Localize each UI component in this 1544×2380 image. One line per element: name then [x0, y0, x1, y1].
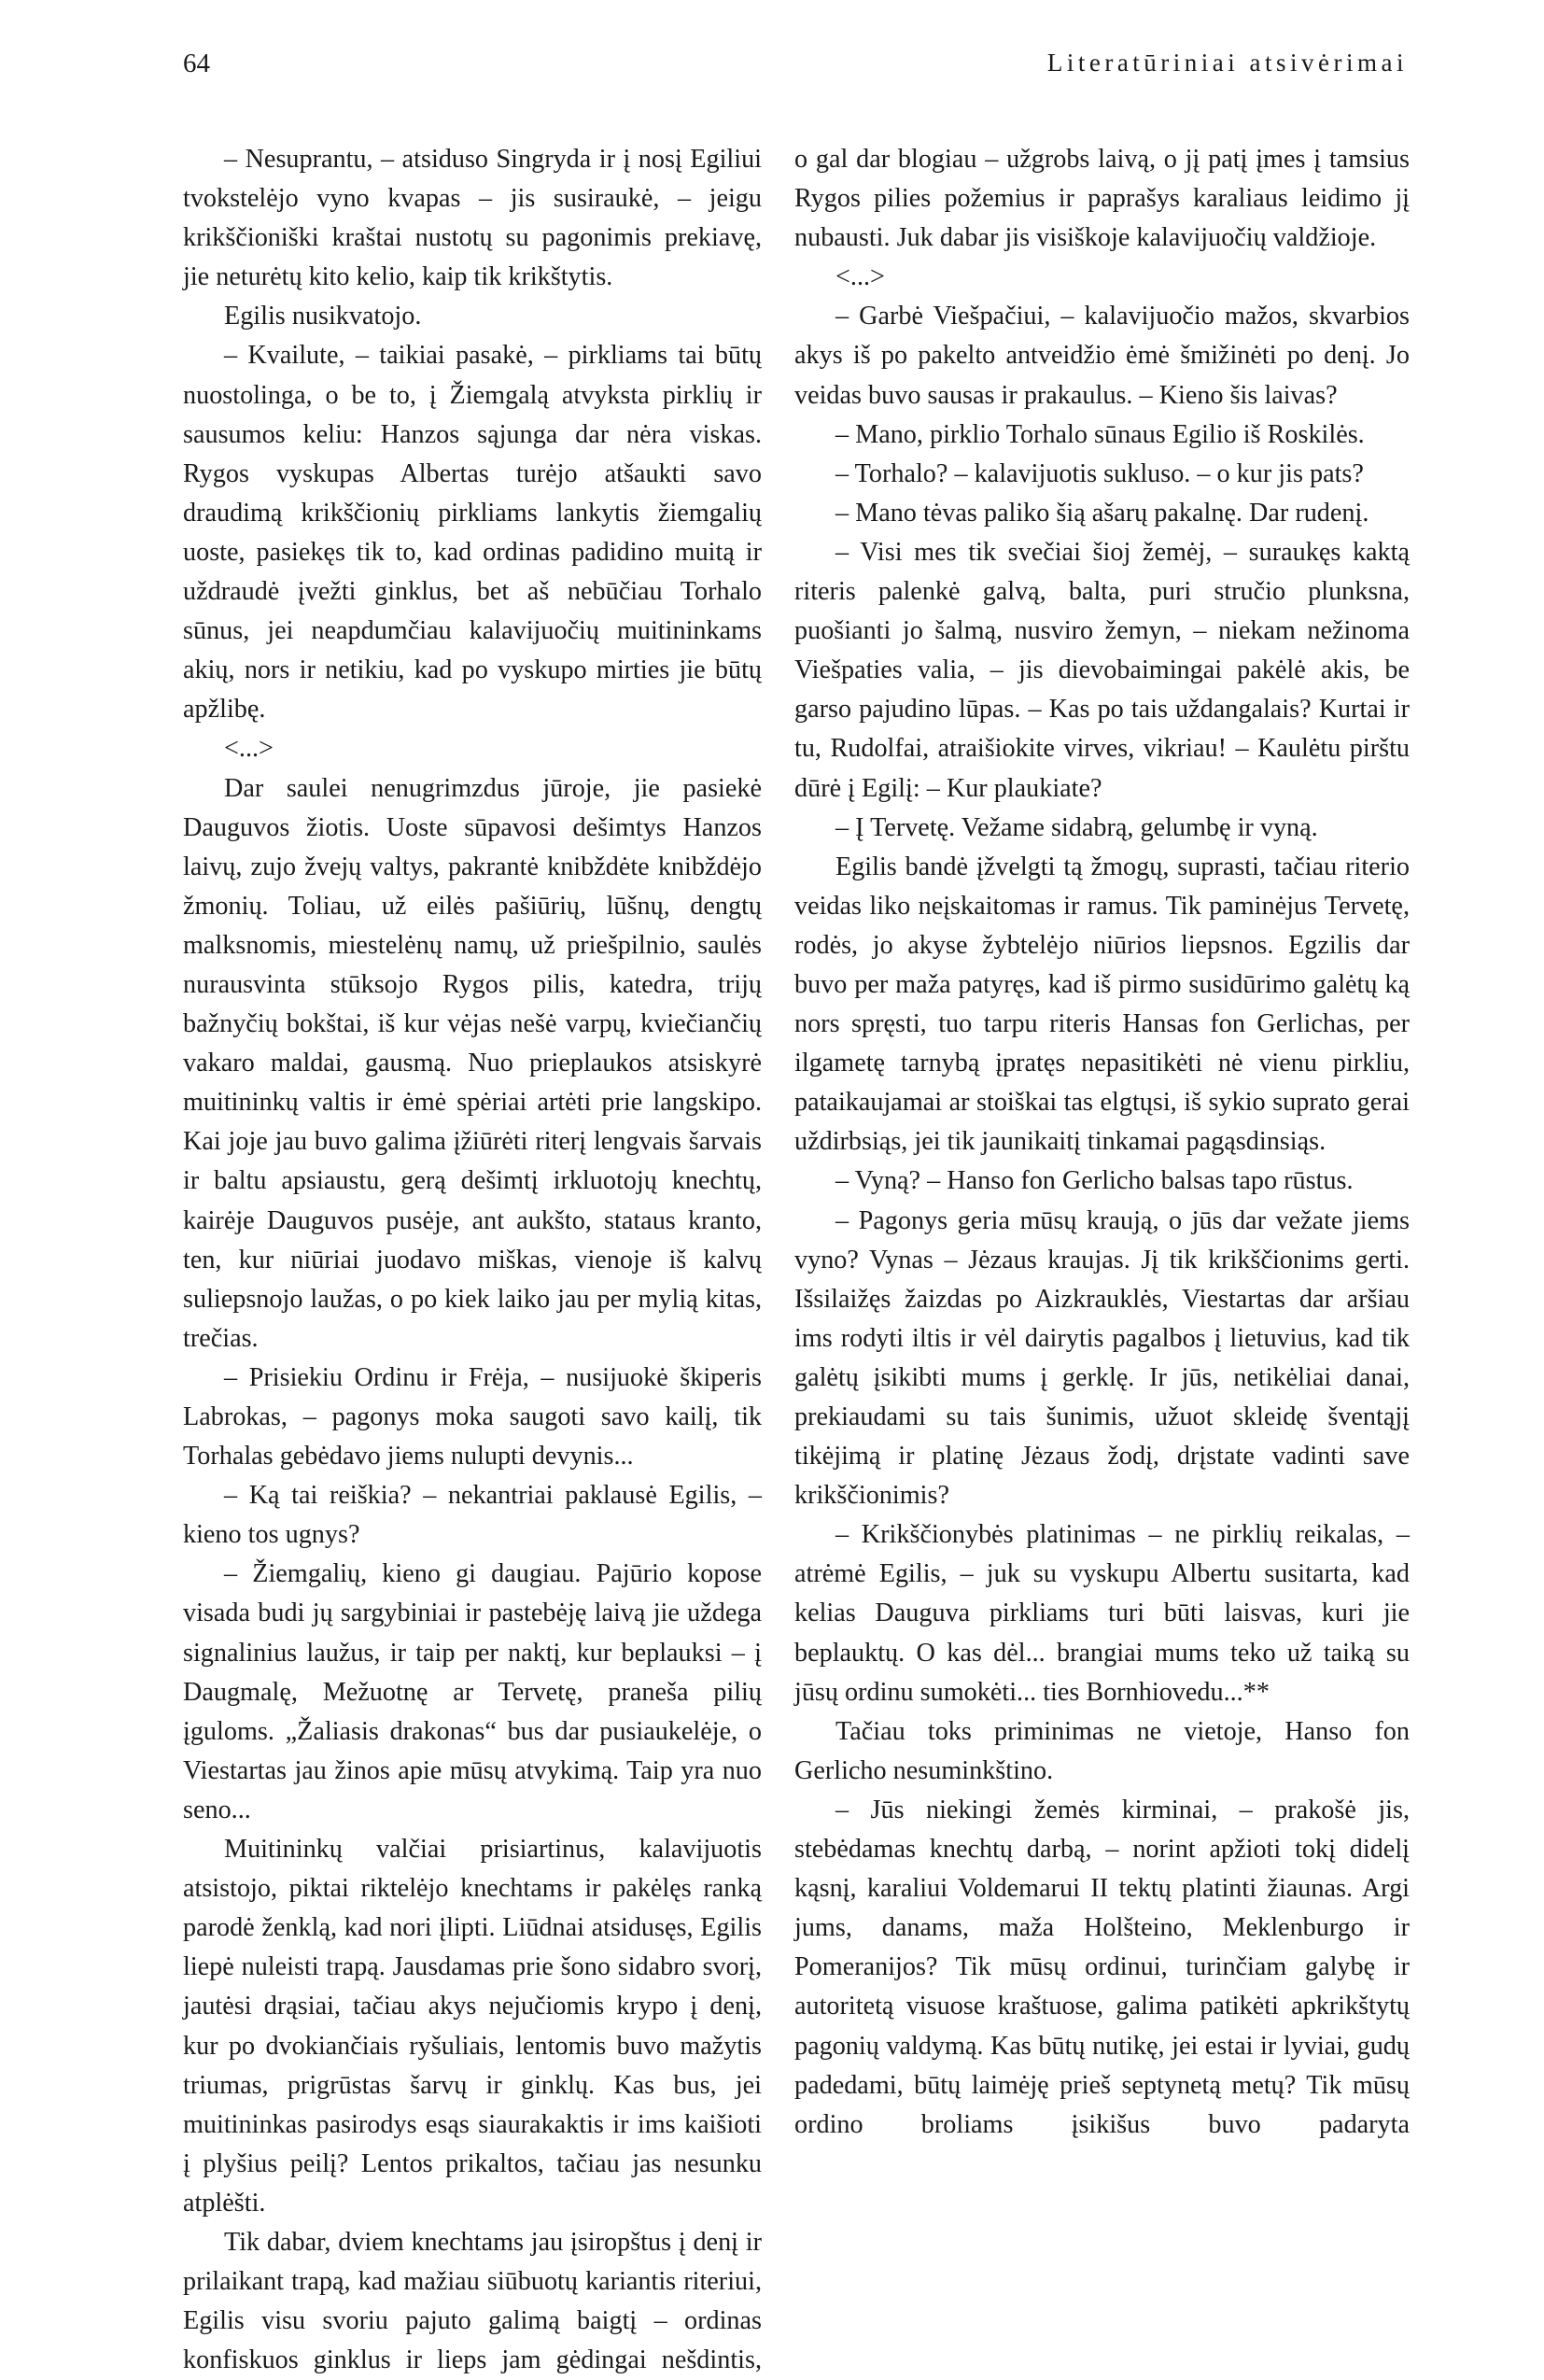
paragraph: Tik dabar, dviem knechtams jau įsiropštus į denį ir prilaikant trapą, kad mažiau siūbuotų kariantis riteriui, Egilis visu svoriu pajuto galimą baigtį – ordinas konfiskuos ginklus ir lieps jam gėdingai nešdintis, — [183, 2227, 762, 2375]
paragraph: – Pagonys geria mūsų kraują, o jūs dar vežate jiems vyno? Vynas – Jėzaus kraujas. Jį tik krikščionims gerti. Išsilaižęs žaizdas po Aizkrauklės, Viestartas dar aršiau ims rodyti iltis ir vėl dairytis pagalbos į lietuvius, kad tik galėtų įsikibti mums į gerklę. Ir jūs, netikėliai danai, prekiaudami su tais šunimis, užuot skleidę šventąjį tikėjimą ir platinę Jėzaus žodį, drįstate vadinti save krikščionimis? — [794, 1205, 1410, 1511]
paragraph: Dar saulei nenugrimzdus jūroje, jie pasiekė Dauguvos žiotis. Uoste sūpavosi dešimtys Hanzos laivų, zujo žvejų valtys, pakrantė knibždėte knibždėjo žmonių. Toliau, už eilės pašiūrių, lūšnų, dengtų malksnomis, miestelėnų namų, už priešpilnio, saulės nurausvinta stūksojo Rygos pilis, katedra, trijų bažnyčių bokštai, iš kur vėjas nešė varpų, kviečiančių vakaro maldai, gausmą. Nuo prieplaukos atsiskyrė muitininkų valtis ir ėmė spėriai artėti prie langskipo. Kai joje jau buvo galima įžiūrėti riterį lengvais šarvais ir baltu apsiaustu, gerą dešimtį irkluotojų knechtų, kairėje Dauguvos pusėje, ant aukšto, stataus kranto, ten, kur niūriai juodavo miškas, vienoje iš kalvų suliepsnojo laužas, o po kiek laiko jau per mylią kitas, trečias. — [183, 773, 762, 1353]
paragraph: – Į Tervetę. Vežame sidabrą, gelumbę ir vyną. — [835, 812, 1318, 842]
paragraph: Tačiau toks priminimas ne vietoje, Hanso fon Gerlicho nesuminkštino. — [794, 1716, 1410, 1785]
paragraph: – Mano, pirklio Torhalo sūnaus Egilio iš Roskilės. — [835, 419, 1365, 449]
page-header — [183, 49, 1408, 86]
right-column — [794, 140, 1410, 2145]
paragraph: o gal dar blogiau – užgrobs laivą, o jį patį įmes į tamsius Rygos pilies požemius ir paprašys karaliaus leidimo jį nubausti. Juk dabar jis visiškoje kalavijuočių valdžioje. — [794, 145, 1410, 253]
paragraph: – Visi mes tik svečiai šioj žemėj, – suraukęs kaktą riteris palenkė galvą, balta, puri stručio plunksna, puošianti jo šalmą, nusviro žemyn, – niekam nežinoma Viešpaties valia, – jis dievobaimingai pakėlė akis, be garso pajudino lūpas. – Kas po tais uždangalais? Kurtai ir tu, Rudolfai, atraišiokite virves, vikriau! – Kaulėtu pirštu dūrė į Egilį: – Kur plaukiate? — [794, 537, 1410, 803]
paragraph: – Ką tai reiškia? – nekantriai paklausė Egilis, – kieno tos ugnys? — [183, 1481, 762, 1550]
ellipsis-marker: <...> — [835, 262, 885, 292]
page-number: 64 — [183, 49, 210, 78]
left-column — [183, 140, 762, 2380]
running-title: Literatūriniai atsivėrimai — [1046, 49, 1408, 77]
paragraph: Muitininkų valčiai prisiartinus, kalavijuotis atsistojo, piktai riktelėjo knechtams ir pakėlęs ranką parodė ženklą, kad nori įlipti. Liūdnai atsidusęs, Egilis liepė nuleisti trapą. Jausdamas prie šono sidabro svorį, jautėsi drąsiai, tačiau akys nejučiomis krypo į denį, kur po dvokiančiais ryšuliais, lentomis buvo mažytis triumas, prigrūstas šarvų ir ginklų. Kas bus, jei muitininkas pasirodys esąs siaurakaktis ir ims kaišioti į plyšius peilį? Lentos prikaltos, tačiau jas nesunku atplėšti. — [183, 1835, 762, 2218]
paragraph: – Torhalo? – kalavijuotis sukluso. – o kur jis pats? — [835, 458, 1364, 488]
paragraph: – Kvailute, – taikiai pasakė, – pirkliams tai būtų nuostolinga, o be to, į Žiemgalą atvyksta pirklių ir sausumos keliu: Hanzos sąjunga dar nėra viskas. Rygos vyskupas Albertas turėjo atšaukti savo draudimą krikščionių pirkliams lankytis žiemgalių uoste, pasiekęs tik to, kad ordinas padidino muitą ir uždraudė įvežti ginklus, bet aš nebūčiau Torhalo sūnus, jei neapdumčiau kalavijuočių muitininkams akių, nors ir netikiu, kad po vyskupo mirties jie būtų apžlibę. — [183, 341, 762, 725]
paragraph: Egilis nusikvatojo. — [224, 302, 422, 331]
paragraph: – Nesuprantu, – atsiduso Singryda ir į nosį Egiliui tvokstelėjo vyno kvapas – jis susiraukė, – jeigu krikščioniški kraštai nustotų su pagonimis prekiavę, jie neturėtų kito kelio, kaip tik krikštytis. — [183, 145, 762, 292]
paragraph: – Vyną? – Hanso fon Gerlicho balsas tapo rūstus. — [835, 1166, 1354, 1196]
paragraph: – Garbė Viešpačiui, – kalavijuočio mažos, skvarbios akys iš po pakelto antveidžio ėmė šmižinėti po denį. Jo veidas buvo sausas ir prakaulus. – Kieno šis laivas? — [794, 302, 1410, 410]
paragraph: Egilis bandė įžvelgti tą žmogų, suprasti, tačiau riterio veidas liko neįskaitomas ir ramus. Tik paminėjus Tervetę, rodės, jo akyse žybtelėjo niūrios liepsnos. Egzilis dar buvo per maža patyręs, kad iš pirmo susidūrimo galėtų ką nors spręsti, tuo tarpu riteris Hansas fon Gerlichas, per ilgametę tarnybą įpratęs nepasitikėti nė vienu pirkliu, pataikaujamai ar stoiškai tas elgtųsi, iš sykio suprato gerai uždirbsiąs, jei tik jaunikaitį tinkamai pagąsdinsiąs. — [794, 852, 1410, 1157]
paragraph: – Prisiekiu Ordinu ir Frėja, – nusijuokė škiperis Labrokas, – pagonys moka saugoti savo kailį, tik Torhalas gebėdavo jiems nulupti devynis... — [183, 1362, 762, 1472]
paragraph: – Mano tėvas paliko šią ašarų pakalnę. Dar rudenį. — [835, 498, 1369, 528]
paragraph: – Krikščionybės platinimas – ne pirklių reikalas, – atrėmė Egilis, – juk su vyskupu Albertu susitarta, kad kelias Dauguva pirkliams turi būti laisvas, kuri jie beplauktų. O kas dėl... brangiai mums teko už taiką su jūsų ordinu sumokėti... ties Bornhiovedu...** — [794, 1520, 1410, 1707]
paragraph: – Jūs niekingi žemės kirminai, – prakošė jis, stebėdamas knechtų darbą, – norint apžioti tokį didelį kąsnį, karaliui Voldemarui II tektų platinti žiaunas. Argi jums, danams, maža Holšteino, Meklenburgo ir Pomeranijos? Tik mūsų ordinui, turinčiam galybę ir autoritetą visuose kraštuose, galima patikėti apkrikštytų pagonių valdymą. Kas būtų nutikę, jei estai ir lyviai, gudų padedami, būtų laimėję prieš septynetą metų? Tik mūsų ordino broliams įsikišus buvo padaryta — [794, 1795, 1410, 2139]
paragraph: – Žiemgalių, kieno gi daugiau. Pajūrio kopose visada budi jų sargybiniai ir pastebėję laivą jie uždega signalinius laužus, ir taip per naktį, kur beplauksi – į Daugmalę, Mežuotnę ar Tervetę, praneša pilių įguloms. „Žaliasis drakonas“ bus dar pusiaukelėje, o Viestartas jau žinos apie mūsų atvykimą. Taip yra nuo seno... — [183, 1559, 762, 1824]
ellipsis-marker: <...> — [224, 734, 274, 764]
